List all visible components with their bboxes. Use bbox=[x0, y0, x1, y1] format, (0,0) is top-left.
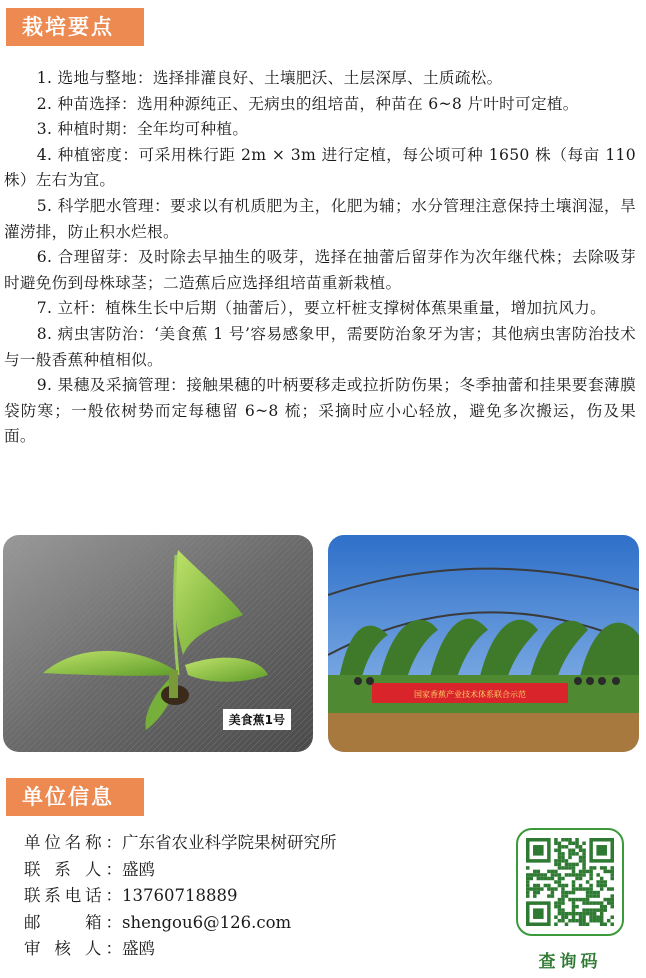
info-label: 单位名称： bbox=[24, 833, 122, 852]
qr-module bbox=[579, 915, 583, 919]
info-label: 联系电话： bbox=[24, 886, 122, 905]
info-label: 邮 箱： bbox=[24, 912, 122, 932]
qr-module bbox=[610, 870, 614, 874]
qr-module bbox=[526, 873, 530, 877]
qr-module bbox=[600, 922, 604, 926]
qr-module bbox=[575, 898, 579, 902]
qr-module bbox=[586, 891, 590, 895]
qr-module bbox=[593, 891, 597, 895]
qr-module bbox=[572, 884, 576, 888]
qr-module bbox=[544, 884, 548, 888]
qr-module bbox=[558, 845, 562, 849]
qr-module bbox=[565, 915, 569, 919]
qr-module bbox=[533, 870, 537, 874]
qr-module bbox=[530, 877, 534, 881]
qr-module bbox=[568, 849, 572, 853]
qr-module bbox=[582, 856, 586, 860]
tip-9: 9. 果穗及采摘管理：接触果穗的叶柄要移走或拉折防伤果；冬季抽蕾和挂果要套薄膜袋防寒；一般依树势而定每穗留 6~8 梳；采摘时应小心轻放，避免多次搬运，伤及果面。 bbox=[4, 376, 636, 446]
qr-module bbox=[561, 919, 565, 923]
qr-module bbox=[554, 905, 558, 909]
qr-module bbox=[575, 887, 579, 891]
qr-module bbox=[610, 901, 614, 905]
qr-module bbox=[603, 908, 607, 912]
qr-module bbox=[600, 915, 604, 919]
qr-module bbox=[554, 859, 558, 863]
qr-module bbox=[596, 901, 600, 905]
qr-module bbox=[544, 877, 548, 881]
qr-module bbox=[575, 842, 579, 846]
info-row-contact bbox=[24, 857, 337, 884]
qr-module bbox=[533, 887, 537, 891]
qr-module bbox=[565, 873, 569, 877]
qr-module bbox=[586, 898, 590, 902]
qr-module bbox=[547, 884, 551, 888]
qr-module bbox=[589, 877, 593, 881]
qr-module bbox=[568, 842, 572, 846]
qr-module bbox=[533, 891, 537, 895]
qr-module bbox=[610, 866, 614, 870]
qr-module bbox=[561, 912, 565, 916]
qr-module bbox=[582, 863, 586, 867]
qr-module bbox=[572, 905, 576, 909]
qr-module bbox=[554, 870, 558, 874]
qr-module bbox=[568, 838, 572, 842]
qr-module bbox=[568, 856, 572, 860]
qr-module bbox=[582, 852, 586, 856]
qr-module bbox=[600, 887, 604, 891]
qr-module bbox=[565, 894, 569, 898]
qr-module bbox=[582, 908, 586, 912]
qr-module bbox=[561, 915, 565, 919]
reviewer-value: 盛鸥 bbox=[122, 939, 155, 958]
qr-module bbox=[561, 866, 565, 870]
qr-module bbox=[554, 838, 558, 842]
qr-module bbox=[572, 887, 576, 891]
qr-module bbox=[579, 859, 583, 863]
qr-module bbox=[565, 891, 569, 895]
info-row-phone bbox=[24, 883, 337, 910]
qr-module bbox=[607, 887, 611, 891]
qr-module bbox=[558, 880, 562, 884]
qr-module bbox=[547, 887, 551, 891]
qr-module bbox=[572, 912, 576, 916]
qr-module bbox=[530, 873, 534, 877]
qr-module bbox=[582, 922, 586, 926]
qr-module bbox=[579, 898, 583, 902]
qr-module bbox=[551, 887, 555, 891]
qr-module bbox=[610, 905, 614, 909]
qr-module bbox=[547, 877, 551, 881]
qr-module bbox=[565, 912, 569, 916]
qr-module bbox=[596, 894, 600, 898]
cultivation-tips bbox=[4, 66, 636, 450]
qr-module bbox=[568, 898, 572, 902]
qr-module bbox=[565, 866, 569, 870]
qr-module bbox=[575, 905, 579, 909]
qr-module bbox=[554, 842, 558, 846]
qr-module bbox=[600, 880, 604, 884]
qr-module bbox=[582, 887, 586, 891]
seedling-photo bbox=[3, 535, 313, 752]
qr-module bbox=[579, 884, 583, 888]
qr-module bbox=[582, 842, 586, 846]
tip-2: 2. 种苗选择：选用种源纯正、无病虫的组培苗，种苗在 6~8 片叶时可定植。 bbox=[36, 94, 579, 113]
qr-module bbox=[603, 922, 607, 926]
qr-module bbox=[558, 866, 562, 870]
qr-module bbox=[565, 884, 569, 888]
qr-module bbox=[607, 901, 611, 905]
qr-module bbox=[600, 884, 604, 888]
info-label: 联 系 人： bbox=[24, 859, 122, 879]
qr-module bbox=[554, 849, 558, 853]
qr-module bbox=[582, 915, 586, 919]
tip-3: 3. 种植时期：全年均可种植。 bbox=[36, 120, 249, 139]
tip-7: 7. 立杆：植株生长中后期（抽蕾后），要立杆桩支撑树体蕉果重量，增加抗风力。 bbox=[36, 299, 606, 318]
qr-module bbox=[589, 870, 593, 874]
qr-module bbox=[558, 856, 562, 860]
qr-module bbox=[603, 880, 607, 884]
qr-module bbox=[582, 912, 586, 916]
qr-module bbox=[572, 915, 576, 919]
qr-module bbox=[572, 870, 576, 874]
qr-module bbox=[568, 919, 572, 923]
qr-module bbox=[603, 870, 607, 874]
contact-value: 盛鸥 bbox=[122, 859, 155, 879]
qr-module bbox=[558, 905, 562, 909]
qr-module bbox=[575, 873, 579, 877]
qr-module bbox=[561, 856, 565, 860]
qr-module bbox=[582, 873, 586, 877]
qr-module bbox=[558, 859, 562, 863]
qr-module bbox=[589, 866, 593, 870]
tip-4: 4. 种植密度：可采用株行距 2m × 3m 进行定植，每公顷可种 1650 株（每亩 110 株）左右为宜。 bbox=[4, 145, 636, 190]
qr-module bbox=[589, 915, 593, 919]
qr-module bbox=[596, 884, 600, 888]
qr-module bbox=[593, 866, 597, 870]
qr-module bbox=[533, 884, 537, 888]
banner-text: 国家香蕉产业技术体系联合示范 bbox=[414, 690, 526, 699]
qr-module bbox=[572, 849, 576, 853]
qr-module bbox=[607, 870, 611, 874]
qr-module bbox=[600, 877, 604, 881]
qr-module bbox=[600, 866, 604, 870]
qr-module bbox=[589, 912, 593, 916]
qr-module bbox=[526, 880, 530, 884]
qr-module bbox=[526, 887, 530, 891]
qr-module bbox=[589, 919, 593, 923]
qr-module bbox=[593, 912, 597, 916]
qr-module bbox=[593, 901, 597, 905]
qr-module bbox=[582, 919, 586, 923]
qr-module bbox=[526, 891, 530, 895]
qr-module bbox=[568, 852, 572, 856]
qr-module bbox=[579, 922, 583, 926]
qr-module bbox=[579, 912, 583, 916]
qr-module bbox=[572, 898, 576, 902]
qr-module bbox=[558, 873, 562, 877]
qr-module bbox=[558, 912, 562, 916]
qr-module bbox=[544, 873, 548, 877]
qr-module bbox=[607, 919, 611, 923]
qr-module bbox=[572, 880, 576, 884]
qr-module bbox=[600, 912, 604, 916]
qr-module bbox=[579, 849, 583, 853]
qr-module bbox=[554, 873, 558, 877]
qr-module bbox=[526, 877, 530, 881]
qr-module bbox=[593, 919, 597, 923]
qr-module bbox=[537, 870, 541, 874]
qr-module bbox=[533, 873, 537, 877]
qr-module bbox=[586, 880, 590, 884]
qr-module bbox=[558, 852, 562, 856]
qr-module bbox=[589, 894, 593, 898]
qr-module bbox=[551, 891, 555, 895]
qr-module bbox=[582, 898, 586, 902]
info-row-email bbox=[24, 910, 337, 937]
qr-module bbox=[582, 849, 586, 853]
qr-module bbox=[547, 870, 551, 874]
qr-module bbox=[586, 894, 590, 898]
unit-name-value: 广东省农业科学院果树研究所 bbox=[122, 833, 337, 852]
qr-module bbox=[593, 908, 597, 912]
qr-module bbox=[551, 870, 555, 874]
qr-module bbox=[558, 842, 562, 846]
qr-module bbox=[610, 873, 614, 877]
qr-module bbox=[565, 838, 569, 842]
qr-module bbox=[572, 863, 576, 867]
qr-module bbox=[554, 915, 558, 919]
qr-module bbox=[596, 908, 600, 912]
qr-module bbox=[554, 880, 558, 884]
qr-module bbox=[610, 915, 614, 919]
qr-module bbox=[579, 856, 583, 860]
qr-module bbox=[582, 859, 586, 863]
qr-module bbox=[558, 908, 562, 912]
qr-module bbox=[561, 877, 565, 881]
qr-module bbox=[565, 845, 569, 849]
qr-module bbox=[565, 859, 569, 863]
qr-module bbox=[579, 845, 583, 849]
qr-module bbox=[540, 877, 544, 881]
qr-module bbox=[575, 845, 579, 849]
plantation-group-photo bbox=[328, 535, 639, 752]
qr-module bbox=[586, 870, 590, 874]
qr-module bbox=[565, 863, 569, 867]
qr-module bbox=[600, 919, 604, 923]
info-row-unit-name bbox=[24, 830, 337, 857]
qr-module bbox=[589, 908, 593, 912]
qr-module bbox=[537, 891, 541, 895]
qr-module bbox=[530, 887, 534, 891]
qr-module bbox=[558, 884, 562, 888]
qr-module bbox=[551, 877, 555, 881]
qr-module bbox=[586, 908, 590, 912]
qr-module bbox=[537, 873, 541, 877]
qr-module bbox=[554, 863, 558, 867]
qr-module bbox=[603, 905, 607, 909]
qr-module bbox=[589, 891, 593, 895]
qr-module bbox=[600, 905, 604, 909]
qr-module bbox=[561, 852, 565, 856]
qr-module bbox=[561, 884, 565, 888]
qr-module bbox=[533, 894, 537, 898]
info-row-reviewer bbox=[24, 936, 337, 963]
qr-module bbox=[561, 908, 565, 912]
qr-code-pattern bbox=[518, 830, 622, 934]
tip-5: 5. 科学肥水管理：要求以有机质肥为主，化肥为辅；水分管理注意保持土壤润湿，旱灌涝排，防止积水烂根。 bbox=[4, 196, 636, 241]
qr-module bbox=[561, 894, 565, 898]
qr-module bbox=[596, 919, 600, 923]
qr-module bbox=[600, 901, 604, 905]
qr-module bbox=[572, 873, 576, 877]
qr-module bbox=[554, 922, 558, 926]
qr-module bbox=[572, 842, 576, 846]
tip-1: 1. 选地与整地：选择排灌良好、土壤肥沃、土层深厚、土质疏松。 bbox=[36, 69, 503, 87]
qr-module bbox=[568, 866, 572, 870]
qr-module bbox=[551, 894, 555, 898]
qr-module bbox=[579, 887, 583, 891]
qr-module bbox=[551, 873, 555, 877]
qr-module bbox=[603, 898, 607, 902]
qr-module bbox=[526, 894, 530, 898]
info-label: 审 核 人： bbox=[24, 939, 122, 958]
qr-module bbox=[554, 901, 558, 905]
qr-module bbox=[596, 891, 600, 895]
qr-module bbox=[561, 891, 565, 895]
qr-module bbox=[558, 901, 562, 905]
qr-module bbox=[558, 863, 562, 867]
qr-finder bbox=[596, 845, 607, 856]
qr-module bbox=[568, 891, 572, 895]
qr-module bbox=[558, 849, 562, 853]
qr-module bbox=[565, 922, 569, 926]
tip-8: 8. 病虫害防治：‘美食蕉 1 号’容易感象甲，需要防治象牙为害；其他病虫害防治技术与一般香蕉种植相似。 bbox=[4, 324, 636, 369]
qr-module bbox=[589, 873, 593, 877]
qr-module bbox=[554, 887, 558, 891]
qr-module bbox=[593, 894, 597, 898]
qr-module bbox=[561, 859, 565, 863]
qr-code[interactable] bbox=[516, 828, 624, 936]
qr-module bbox=[579, 870, 583, 874]
qr-finder bbox=[533, 845, 544, 856]
qr-module bbox=[558, 898, 562, 902]
qr-module bbox=[596, 915, 600, 919]
qr-module bbox=[582, 866, 586, 870]
qr-module bbox=[596, 873, 600, 877]
email-value[interactable]: shengou6@126.com bbox=[122, 912, 292, 932]
qr-module bbox=[579, 877, 583, 881]
qr-module bbox=[526, 884, 530, 888]
plantation-illustration bbox=[328, 535, 639, 752]
qr-module bbox=[600, 908, 604, 912]
qr-module bbox=[575, 912, 579, 916]
section-header-unit: 单位信息 bbox=[6, 778, 144, 816]
qr-module bbox=[603, 866, 607, 870]
qr-module bbox=[575, 863, 579, 867]
qr-module bbox=[586, 912, 590, 916]
qr-module bbox=[589, 887, 593, 891]
qr-module bbox=[575, 838, 579, 842]
qr-finder bbox=[533, 908, 544, 919]
qr-module bbox=[561, 845, 565, 849]
qr-module bbox=[579, 873, 583, 877]
qr-module bbox=[582, 870, 586, 874]
qr-module bbox=[582, 901, 586, 905]
qr-module bbox=[572, 919, 576, 923]
qr-module bbox=[572, 901, 576, 905]
qr-module bbox=[537, 877, 541, 881]
qr-module bbox=[589, 901, 593, 905]
qr-module bbox=[610, 898, 614, 902]
qr-module bbox=[572, 866, 576, 870]
qr-module bbox=[568, 863, 572, 867]
tip-6: 6. 合理留芽：及时除去早抽生的吸芽，选择在抽蕾后留芽作为次年继代株；去除吸芽时避免伤到母株球茎；二造蕉后应选择组培苗重新栽植。 bbox=[4, 248, 636, 292]
qr-module bbox=[579, 919, 583, 923]
qr-module bbox=[568, 912, 572, 916]
unit-info bbox=[24, 830, 337, 963]
qr-module bbox=[610, 922, 614, 926]
qr-module bbox=[558, 877, 562, 881]
qr-module bbox=[575, 852, 579, 856]
section-header-cultivation: 栽培要点 bbox=[6, 8, 144, 46]
qr-module bbox=[572, 891, 576, 895]
qr-module bbox=[526, 866, 530, 870]
qr-module bbox=[537, 884, 541, 888]
qr-module bbox=[610, 887, 614, 891]
qr-module bbox=[572, 908, 576, 912]
qr-module bbox=[572, 852, 576, 856]
qr-module bbox=[610, 894, 614, 898]
qr-module bbox=[586, 922, 590, 926]
qr-module bbox=[558, 919, 562, 923]
qr-module bbox=[596, 880, 600, 884]
qr-module bbox=[593, 915, 597, 919]
qr-module bbox=[575, 919, 579, 923]
qr-caption: 查询码 bbox=[538, 952, 602, 972]
seedling-caption: 美食蕉1号 bbox=[223, 709, 291, 730]
qr-module bbox=[586, 901, 590, 905]
phone-value: 13760718889 bbox=[122, 886, 238, 905]
qr-module bbox=[589, 884, 593, 888]
qr-module bbox=[540, 873, 544, 877]
qr-module bbox=[561, 838, 565, 842]
qr-module bbox=[561, 901, 565, 905]
qr-module bbox=[537, 887, 541, 891]
qr-module bbox=[586, 887, 590, 891]
qr-module bbox=[561, 887, 565, 891]
qr-module bbox=[610, 877, 614, 881]
qr-module bbox=[568, 873, 572, 877]
qr-module bbox=[575, 877, 579, 881]
qr-module bbox=[561, 898, 565, 902]
qr-module bbox=[607, 898, 611, 902]
qr-module bbox=[540, 887, 544, 891]
qr-module bbox=[603, 884, 607, 888]
qr-module bbox=[547, 894, 551, 898]
